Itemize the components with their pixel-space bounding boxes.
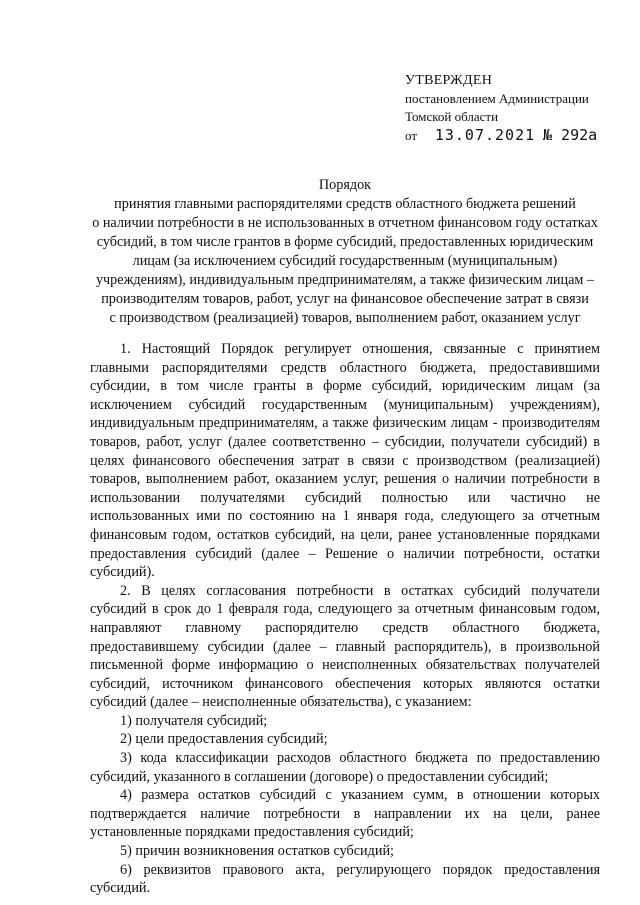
document-title — [60, 176, 630, 328]
approval-line-1: постановлением Администрации — [405, 91, 589, 106]
title-line: субсидий, в том числе грантов в форме субсидий, предоставленных юридическим — [96, 234, 594, 250]
approval-title: УТВЕРЖДЕН — [405, 73, 493, 88]
approval-number: № 292а — [542, 126, 598, 144]
list-item: 3) кода классификации расходов областного бюджета по предоставлению субсидий, указанного в соглашении (договоре) о предоставлении субсидий; — [90, 750, 600, 785]
list-item: 5) причин возникновения остатков субсидий; — [120, 843, 394, 860]
list-item: 1) получателя субсидий; — [120, 712, 268, 729]
list-item: 2) цели предоставления субсидий; — [120, 731, 328, 748]
paragraph-2: 2. В целях согласования потребности в остатках субсидий получатели субсидий в срок до 1 февраля года, следующего за отчетным финансовым годом, направляют главному распорядителю средств областного бюджета, предоставившему субсидии (далее – главный распорядитель), в произвольной письменной форме информацию о неисполненных обязательствах получателей субсидий, источником финансового обеспечения которых являются остатки субсидий (далее – неисполненные обязательства), с указанием: — [90, 582, 600, 711]
date-prefix: от — [405, 128, 418, 143]
list-item: 6) реквизитов правового акта, регулирующего порядок предоставления субсидий. — [90, 861, 600, 897]
approval-date-line — [405, 126, 625, 146]
approval-date: 13.07.2021 — [434, 126, 536, 144]
paragraph-1: 1. Настоящий Порядок регулирует отношения, связанные с принятием главными распорядителями средств областного бюджета, предоставившими субсидии, в том числе гранты в форме субсидий, юридическим лицам (за исключением субсидий государственным (муниципальным) учреждениям), индивидуальным предпринимателям, а также физическим лицам - производителям товаров, работ, услуг (далее соответственно – субсидии, получатели субсидий) в целях финансового обеспечения затрат в связи с производством (реализацией) товаров, выполнением работ, оказанием услуг, решения о наличии потребности в использовании получателями субсидий полностью или частично не использованных ими по состоянию на 1 января года, следующего за отчетным финансовым годом, остатков субсидий, на цели, ранее установленные порядками предоставления субсидий (далее – Решение о наличии потребности, остатки субсидий). — [90, 341, 600, 581]
title-line: учреждениям), индивидуальным предпринимателям, а также физическим лицам – — [95, 272, 595, 288]
title-line: принятия главными распорядителями средств областного бюджета решений — [114, 196, 576, 212]
title-line: лицам (за исключением субсидий государственным (муниципальным) — [132, 253, 558, 269]
approval-stamp — [405, 72, 625, 146]
document-body — [90, 340, 600, 898]
title-line: о наличии потребности в не использованных в отчетном финансовом году остатках — [92, 215, 598, 231]
title-heading: Порядок — [318, 177, 372, 193]
title-line: с производством (реализацией) товаров, выполнением работ, оказанием услуг — [109, 310, 581, 326]
title-line: производителям товаров, работ, услуг на финансовое обеспечение затрат в связи — [101, 291, 589, 307]
list-item: 4) размера остатков субсидий с указанием сумм, в отношении которых подтверждается наличие потребности в направлении их на цели, ранее установленные порядками предоставления субсидий; — [90, 787, 600, 841]
approval-line-2: Томской области — [405, 109, 499, 124]
